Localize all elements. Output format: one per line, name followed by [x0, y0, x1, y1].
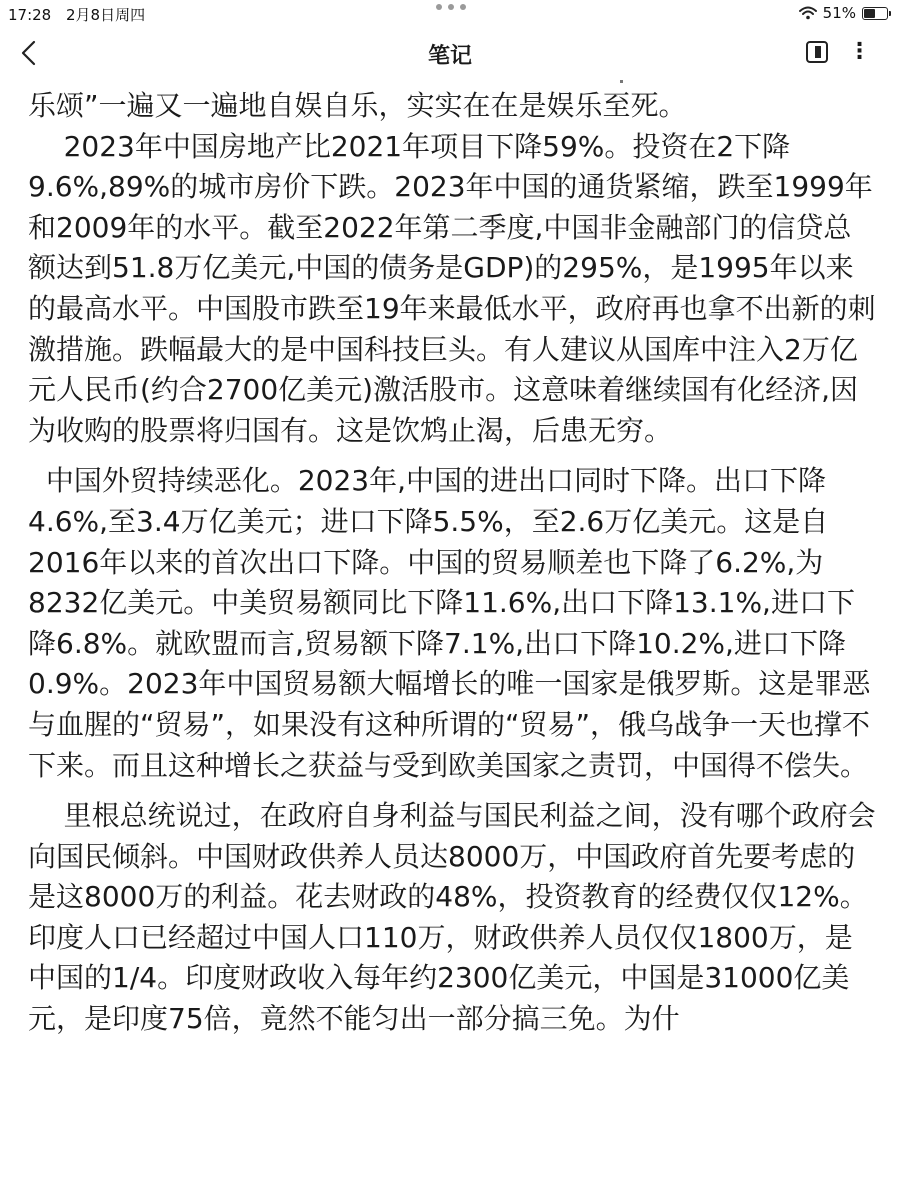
reader-view-button[interactable]: [806, 41, 828, 63]
status-bar: [0, 0, 900, 26]
note-paragraph: 中国外贸持续恶化。2023年,中国的进出口同时下降。出口下降4.6%,至3.4万亿美元；进口下降5.5%，至2.6万亿美元。这是自2016年以来的首次出口下降。中国的贸易顺差也下降了6.2%,为8232亿美元。中美贸易额同比下降11.6%,出口下降13.1%,进口下降6.8%。就欧盟而言,贸易额下降7.1%,出口下降10.2%,进口下降0.9%。2023年中国贸易额大幅增长的唯一国家是俄罗斯。这是罪恶与血腥的“贸易”，如果没有这种所谓的“贸易”，俄乌战争一天也撑不下来。而且这种增长之获益与受到欧美国家之责罚，中国得不偿失。: [28, 464, 871, 782]
more-dots-icon: ⋮: [848, 39, 872, 64]
note-paragraph: 乐颂”一遍又一遍地自娱自乐，实实在在是娱乐至死。: [28, 89, 687, 122]
status-time: 17:28: [8, 6, 52, 24]
status-date: 2月8日周四: [66, 6, 146, 24]
sidebar-toggle-icon-bar: [815, 46, 821, 58]
note-content[interactable]: [28, 86, 876, 1040]
scroll-indicator: [620, 80, 623, 83]
more-options-button[interactable]: [846, 38, 874, 66]
page-title: 笔记: [427, 44, 472, 69]
battery-percent: 51%: [822, 4, 856, 22]
status-right-group: [799, 4, 888, 22]
wifi-icon: [799, 6, 817, 20]
navigation-bar: [0, 26, 900, 80]
battery-icon: [862, 7, 888, 20]
status-time-date: [8, 4, 155, 25]
note-paragraph: 2023年中国房地产比2021年项目下降59%。投资在2下降9.6%,89%的城市房价下跌。2023年中国的通货紧缩，跌至1999年和2009年的水平。截至2022年第二季度,中国非金融部门的信贷总额达到51.8万亿美元,中国的债务是GDP)的295%，是1995年以来的最高水平。中国股市跌至19年来最低水平，政府再也拿不出新的刺激措施。跌幅最大的是中国科技巨头。有人建议从国库中注入2万亿元人民币(约合2700亿美元)激活股市。这意味着继续国有化经济,因为收购的股票将归国有。这是饮鸩止渴，后患无穷。: [28, 129, 876, 447]
multitasking-dots-icon[interactable]: [436, 4, 466, 10]
battery-level-fill: [864, 9, 875, 18]
note-paragraph: 里根总统说过，在政府自身利益与国民利益之间，没有哪个政府会向国民倾斜。中国财政供养人员达8000万，中国政府首先要考虑的是这8000万的利益。花去财政的48%，投资教育的经费仅仅12%。印度人口已经超过中国人口110万，财政供养人员仅仅1800万，是中国的1/4。印度财政收入每年约2300亿美元，中国是31000亿美元，是印度75倍，竟然不能匀出一部分搞三免。为什: [28, 799, 876, 1036]
